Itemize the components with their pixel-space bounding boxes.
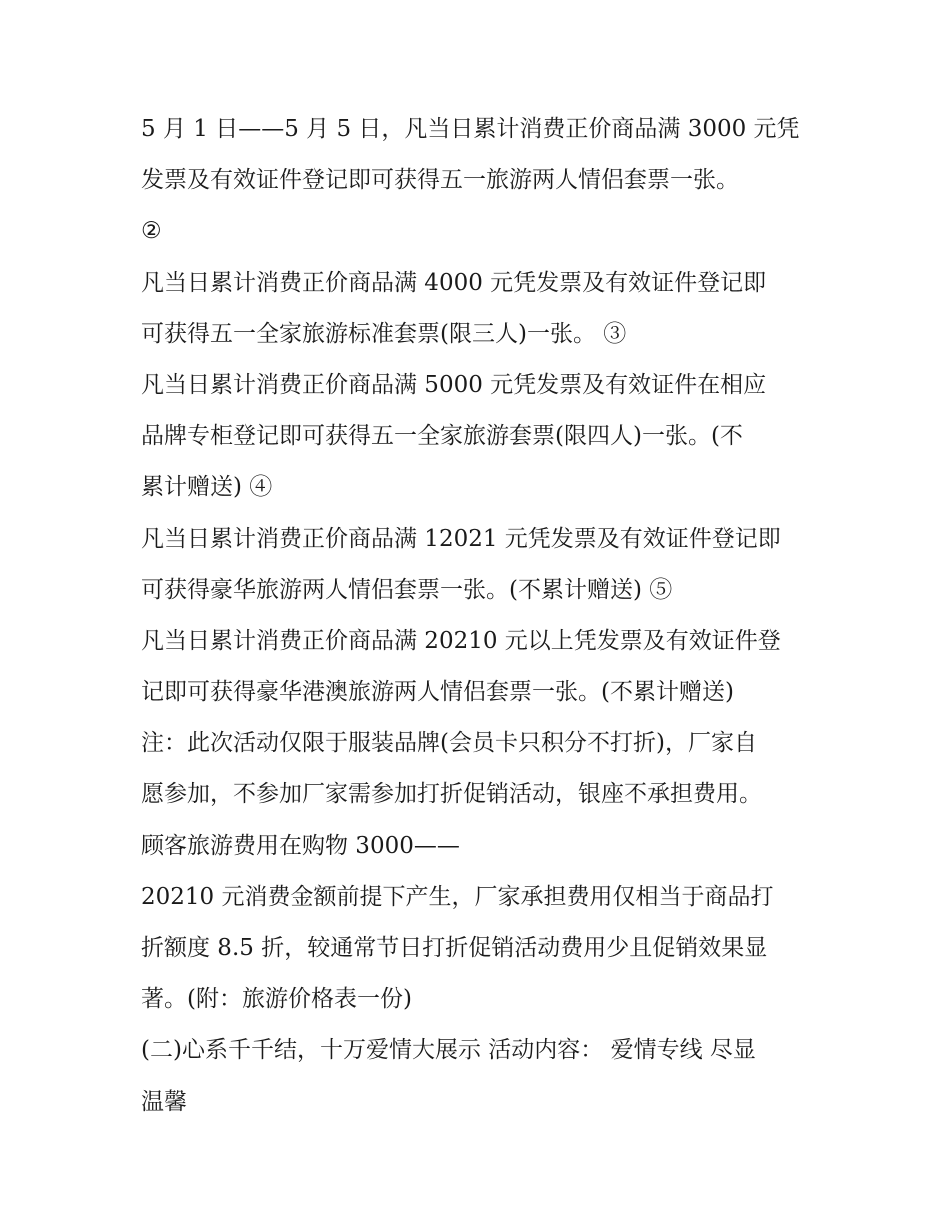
text-line: 凡当日累计消费正价商品满 4000 元凭发票及有效证件登记即 [141,269,767,296]
text-line: 品牌专柜登记即可获得五一全家旅游套票(限四人)一张。(不 [141,423,743,450]
text-line: 著。(附：旅游价格表一份) [141,986,412,1013]
text-line: 顾客旅游费用在购物 3000—— [141,832,460,859]
text-line: 20210 元消费金额前提下产生，厂家承担费用仅相当于商品打 [141,883,774,910]
text-line: 愿参加，不参加厂家需参加打折促销活动，银座不承担费用。 [141,781,762,808]
text-line: 注：此次活动仅限于服装品牌(会员卡只积分不打折)，厂家自 [141,730,757,757]
text-line: 5 月 1 日——5 月 5 日，凡当日累计消费正价商品满 3000 元凭 [141,116,800,142]
text-line: 折额度 8.5 折，较通常节日打折促销活动费用少且促销效果显 [141,935,768,961]
text-line: 累计赠送) ④ [141,474,273,501]
text-line: 发票及有效证件登记即可获得五一旅游两人情侣套票一张。 [141,167,739,194]
text-line: (二)心系千千结，十万爱情大展示 活动内容： 爱情专线 尽显 [141,1037,756,1064]
text-line: 凡当日累计消费正价商品满 5000 元凭发票及有效证件在相应 [141,371,767,398]
text-line: 凡当日累计消费正价商品满 20210 元以上凭发票及有效证件登 [141,627,781,654]
text-line: 可获得五一全家旅游标准套票(限三人)一张。 ③ [141,320,627,347]
text-line: 记即可获得豪华港澳旅游两人情侣套票一张。(不累计赠送) [141,679,734,706]
text-line: 可获得豪华旅游两人情侣套票一张。(不累计赠送) ⑤ [141,576,673,603]
document-body [141,104,821,1128]
text-line: 凡当日累计消费正价商品满 12021 元凭发票及有效证件登记即 [141,525,781,552]
text-line: ② [141,218,162,245]
text-line: 温馨 [141,1088,187,1115]
